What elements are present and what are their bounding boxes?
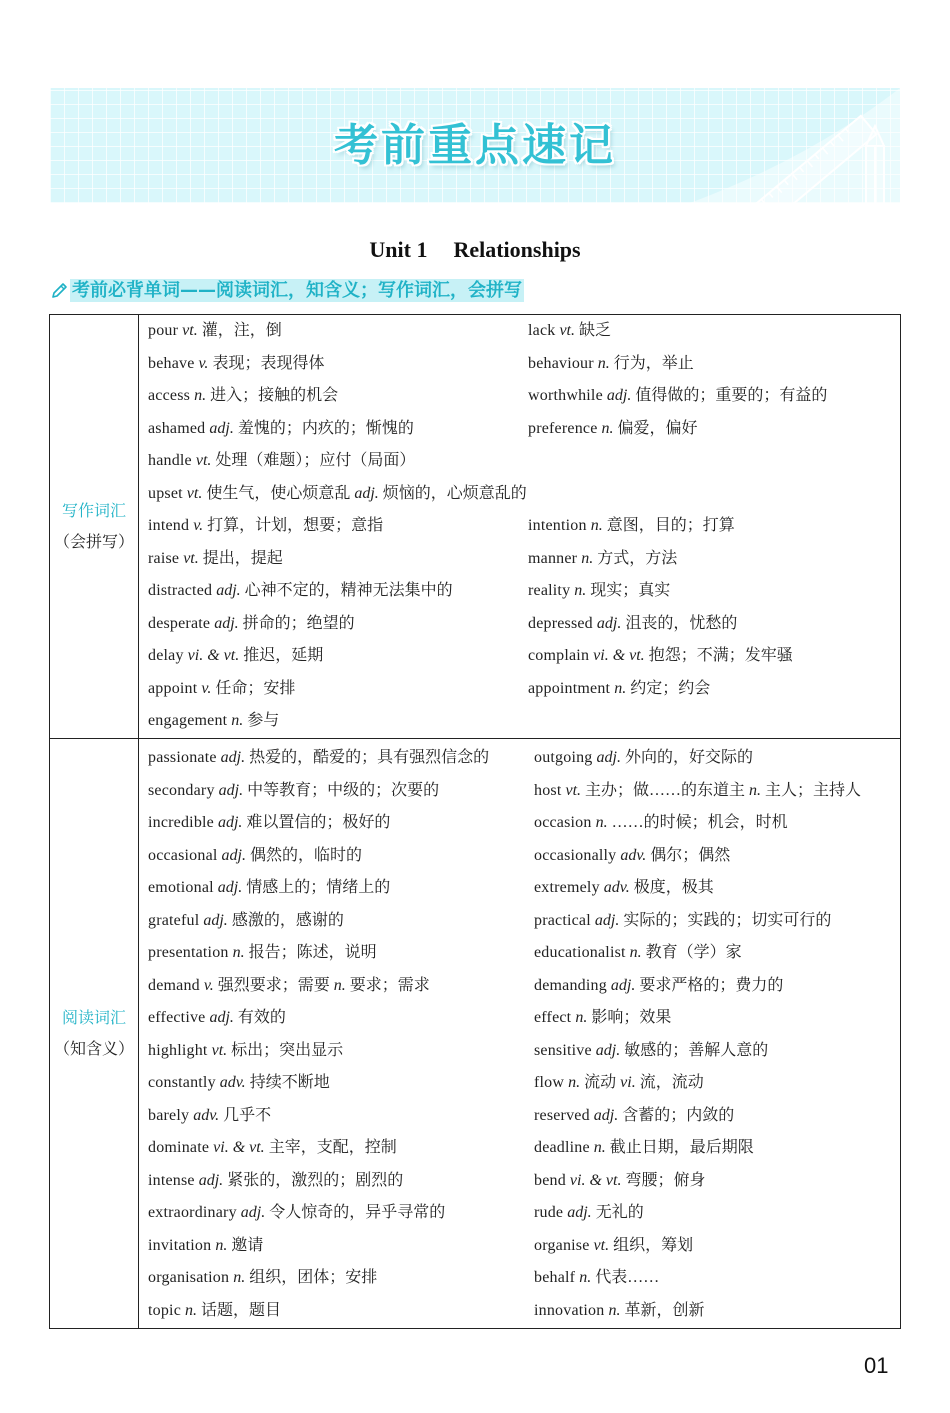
chinese-meaning: 偏爱，偏好: [617, 419, 698, 437]
chinese-meaning: 参与: [247, 712, 280, 729]
part-of-speech: vt.: [195, 452, 212, 469]
part-of-speech: adj.: [214, 614, 239, 632]
vocab-entry: [148, 413, 528, 446]
vocab-word: effect: [534, 1009, 572, 1026]
vocab-row: [148, 840, 900, 873]
vocab-entry: [148, 1100, 534, 1133]
vocab-entry: [534, 872, 714, 905]
chinese-meaning: 热爱的，酷爱的；具有强烈信念的: [249, 749, 490, 766]
vocab-entry: [534, 1100, 734, 1133]
group-label: 写作词汇: [61, 500, 126, 520]
vocab-word: innovation: [534, 1301, 605, 1319]
vocab-entry: [528, 315, 611, 348]
chinese-meaning: 教育（学）家: [645, 944, 742, 961]
vocab-entry: [148, 742, 534, 775]
vocab-row: [148, 543, 900, 576]
vocab-entry: [148, 608, 528, 641]
chinese-meaning: 组织，筹划: [613, 1236, 694, 1254]
chinese-meaning: 难以置信的；极好的: [246, 814, 391, 831]
part-of-speech: n.: [185, 1301, 197, 1319]
vocab-row: [148, 905, 900, 938]
chinese-meaning: 紧张的，激烈的；剧烈的: [227, 1171, 404, 1189]
vocab-group-writing: [50, 315, 900, 738]
vocab-table: [49, 314, 901, 1329]
part-of-speech: v.: [198, 354, 209, 372]
part-of-speech: v.: [193, 517, 204, 534]
vocab-word: handle: [148, 452, 192, 469]
vocab-word: effective: [148, 1009, 206, 1026]
vocab-entry: [534, 1230, 693, 1263]
vocab-row: [148, 970, 900, 1003]
vocab-entry: [528, 413, 698, 446]
chinese-meaning: 感激的，感谢的: [231, 911, 344, 929]
part-of-speech: adj.: [595, 1041, 621, 1059]
chinese-meaning: 羞愧的；内疚的；惭愧的: [237, 419, 414, 437]
vocab-entry: [534, 1295, 704, 1328]
part-of-speech: v.: [203, 976, 214, 994]
vocab-word: preference: [528, 419, 598, 437]
part-of-speech: n.: [595, 814, 608, 831]
vocab-word: demand: [148, 976, 200, 994]
vocab-row: [148, 742, 900, 775]
chinese-meaning: 邀请: [231, 1236, 264, 1254]
vocab-entry: [534, 1132, 754, 1165]
vocab-entry: [534, 1262, 659, 1295]
vocab-row: [148, 1295, 900, 1328]
vocab-entry: [148, 673, 528, 706]
part-of-speech: adj.: [221, 846, 246, 864]
part-of-speech: n.: [590, 517, 603, 534]
part-of-speech: adj.: [593, 1106, 619, 1124]
vocab-row: [148, 1230, 900, 1263]
part-of-speech: n.: [574, 582, 587, 599]
vocab-word: outgoing: [534, 749, 593, 766]
vocab-entry: [148, 315, 528, 348]
vocab-row: [148, 640, 900, 673]
vocab-word: upset: [148, 484, 183, 502]
chinese-meaning: 外向的，好交际的: [624, 749, 753, 766]
pencil-icon: [50, 282, 68, 300]
vocab-word: intense: [148, 1171, 195, 1189]
vocab-entry: [534, 1165, 705, 1198]
chinese-meaning: 打算，计划，想要；意指: [207, 517, 384, 534]
chinese-meaning: ……的时候；机会，时机: [611, 814, 788, 831]
vocab-word: organise: [534, 1236, 590, 1254]
vocab-entry: [148, 872, 534, 905]
chinese-meaning: 敏感的；善解人意的: [624, 1041, 769, 1059]
part-of-speech: adj.: [610, 976, 636, 994]
vocab-word: bend: [534, 1171, 566, 1189]
vocab-entry: [534, 1197, 644, 1230]
vocab-word: rude: [534, 1204, 564, 1221]
part-of-speech: vi. & vt.: [569, 1171, 622, 1189]
vocab-row: [148, 510, 900, 543]
vocab-row: [148, 1262, 900, 1295]
chinese-meaning: 要求严格的；费力的: [639, 976, 784, 994]
chinese-meaning: 中等教育；中级的；次要的: [247, 781, 440, 799]
part-of-speech: adv.: [193, 1106, 220, 1124]
chinese-meaning: 令人惊奇的，异乎寻常的: [269, 1204, 446, 1221]
vocab-entry: [148, 640, 528, 673]
vocab-row: [148, 872, 900, 905]
chinese-meaning: 值得做的；重要的；有益的: [635, 387, 828, 404]
vocab-word: reality: [528, 582, 571, 599]
vocab-word: raise: [148, 549, 180, 567]
vocab-row: [148, 1035, 900, 1068]
vocab-word: organisation: [148, 1269, 230, 1286]
vocab-word: constantly: [148, 1074, 216, 1091]
chinese-meaning: 几乎不: [223, 1106, 272, 1124]
chinese-meaning: 极度，极其: [633, 879, 714, 896]
chinese-meaning: 灌，注，倒: [201, 322, 282, 339]
vocab-word: extraordinary: [148, 1204, 237, 1221]
part-of-speech: adj.: [596, 749, 621, 766]
part-of-speech: n.: [575, 1009, 588, 1026]
vocab-entry: [148, 510, 528, 543]
vocab-entry: [534, 937, 742, 970]
vocab-word: educationalist: [534, 944, 626, 961]
part-of-speech: adj.: [354, 484, 379, 502]
vocab-word: secondary: [148, 781, 215, 799]
chinese-meaning: 含蓄的；内敛的: [622, 1106, 735, 1124]
chinese-meaning: 进入；接触的机会: [210, 387, 339, 404]
part-of-speech: n.: [608, 1301, 621, 1319]
part-of-speech: vt.: [182, 322, 198, 339]
vocab-word: behalf: [534, 1269, 576, 1286]
chinese-meaning: 抱怨；不满；发牢骚: [648, 647, 793, 664]
vocab-entry: [534, 742, 753, 775]
part-of-speech: vi. & vt.: [187, 647, 240, 664]
vocab-word: ashamed: [148, 419, 206, 437]
vocab-word: behave: [148, 354, 195, 372]
vocab-word: deadline: [534, 1139, 590, 1156]
chinese-meaning: 任命；安排: [215, 679, 296, 697]
vocab-entry: [148, 575, 528, 608]
vocab-entry: [534, 775, 861, 808]
vocab-word: distracted: [148, 582, 213, 599]
vocab-entry: [148, 445, 415, 478]
vocab-word: intention: [528, 517, 587, 534]
vocab-word: presentation: [148, 944, 229, 961]
vocab-entry: [148, 478, 527, 511]
chinese-meaning: 要求；需求: [349, 976, 430, 994]
part-of-speech: n.: [333, 976, 346, 994]
vocab-word: delay: [148, 647, 184, 664]
page-title: 考前重点速记: [334, 120, 616, 171]
chinese-meaning: 偶尔；偶然: [650, 846, 731, 864]
part-of-speech: adj.: [606, 387, 632, 404]
group-entries: [139, 739, 900, 1328]
vocab-word: intend: [148, 517, 190, 534]
chinese-meaning: 沮丧的，忧愁的: [625, 614, 738, 632]
vocab-entry: [534, 905, 831, 938]
vocab-entry: [148, 1067, 534, 1100]
vocab-row: [148, 807, 900, 840]
vocab-entry: [534, 807, 788, 840]
group-sublabel: （会拼写）: [53, 533, 134, 551]
vocab-word: topic: [148, 1301, 181, 1319]
vocab-entry: [534, 1067, 704, 1100]
chinese-meaning: 现实；真实: [590, 582, 671, 599]
chinese-meaning: 缺乏: [579, 322, 612, 339]
part-of-speech: n.: [568, 1074, 581, 1091]
part-of-speech: adj.: [594, 911, 620, 929]
chinese-meaning: 推迟，延期: [243, 647, 324, 664]
part-of-speech: vt.: [211, 1041, 228, 1059]
chinese-meaning: 使生气，使心烦意乱: [206, 484, 351, 502]
vocab-row: [148, 1100, 900, 1133]
part-of-speech: vi.: [620, 1074, 636, 1091]
vocab-entry: [148, 1295, 534, 1328]
part-of-speech: v.: [201, 679, 212, 697]
vocab-word: occasion: [534, 814, 592, 831]
chinese-meaning: 主宰，支配，控制: [268, 1139, 397, 1156]
chinese-meaning: 标出；突出显示: [231, 1041, 344, 1059]
vocab-row: [148, 413, 900, 446]
vocab-entry: [528, 380, 827, 413]
part-of-speech: adv.: [219, 1074, 246, 1091]
chinese-meaning: 革新，创新: [624, 1301, 705, 1319]
part-of-speech: vi. & vt.: [213, 1139, 265, 1156]
vocab-word: manner: [528, 549, 578, 567]
unit-number: Unit 1: [369, 237, 428, 262]
vocab-word: occasionally: [534, 846, 617, 864]
vocab-row: [148, 348, 900, 381]
chinese-meaning: 方式，方法: [597, 549, 678, 567]
vocab-word: emotional: [148, 879, 214, 896]
vocab-entry: [528, 510, 735, 543]
vocab-word: highlight: [148, 1041, 208, 1059]
part-of-speech: n.: [231, 712, 244, 729]
vocab-word: pour: [148, 322, 179, 339]
chinese-meaning: 影响；效果: [591, 1009, 672, 1026]
vocab-word: extremely: [534, 879, 600, 896]
chinese-meaning: 提出，提起: [202, 549, 283, 567]
vocab-word: reserved: [534, 1106, 590, 1124]
group-entries: [139, 315, 900, 738]
part-of-speech: adj.: [209, 419, 234, 437]
part-of-speech: adv.: [603, 879, 630, 896]
vocab-entry: [148, 905, 534, 938]
unit-name: Relationships: [453, 237, 581, 262]
vocab-word: incredible: [148, 814, 214, 831]
part-of-speech: adj.: [220, 749, 246, 766]
vocab-word: sensitive: [534, 1041, 592, 1059]
chinese-meaning: 心神不定的，精神无法集中的: [244, 582, 453, 599]
vocab-word: flow: [534, 1074, 565, 1091]
vocab-word: appoint: [148, 679, 198, 697]
vocab-word: access: [148, 387, 191, 404]
vocab-entry: [148, 1262, 534, 1295]
part-of-speech: adj.: [567, 1204, 592, 1221]
part-of-speech: vt.: [565, 781, 582, 799]
part-of-speech: n.: [601, 419, 614, 437]
page-number: 01: [864, 1353, 889, 1378]
vocab-row: [148, 445, 900, 478]
part-of-speech: adj.: [216, 582, 241, 599]
vocab-entry: [148, 1197, 534, 1230]
part-of-speech: n.: [581, 549, 594, 567]
section-heading: 考前必背单词——阅读词汇，知含义；写作词汇，会拼写: [72, 280, 522, 301]
group-label: 阅读词汇: [61, 1007, 126, 1027]
vocab-word: lack: [528, 322, 556, 339]
vocab-entry: [148, 705, 279, 738]
chinese-meaning: 报告；陈述，说明: [248, 944, 377, 961]
chinese-meaning: 持续不断地: [249, 1074, 330, 1091]
vocab-entry: [534, 970, 783, 1003]
vocab-entry: [534, 1002, 671, 1035]
part-of-speech: n.: [215, 1236, 228, 1254]
vocab-word: host: [534, 781, 562, 799]
chinese-meaning: 意图，目的；打算: [606, 517, 735, 534]
title-banner: [50, 88, 900, 203]
vocab-word: complain: [528, 647, 590, 664]
vocab-word: occasional: [148, 846, 218, 864]
chinese-meaning: 偶然的，临时的: [249, 846, 362, 864]
vocab-entry: [534, 840, 730, 873]
part-of-speech: adj.: [218, 781, 244, 799]
vocab-group-reading: [50, 738, 900, 1328]
vocab-word: worthwhile: [528, 387, 603, 404]
part-of-speech: adj.: [198, 1171, 224, 1189]
vocab-row: [148, 1132, 900, 1165]
chinese-meaning: 主人；主持人: [765, 781, 862, 799]
vocab-entry: [148, 937, 534, 970]
part-of-speech: n.: [749, 781, 762, 799]
chinese-meaning: 组织，团体；安排: [249, 1269, 378, 1286]
group-label-cell: [50, 315, 139, 738]
group-label-cell: [50, 739, 139, 1328]
vocab-entry: [148, 970, 534, 1003]
vocab-entry: [534, 1035, 768, 1068]
vocab-entry: [148, 1132, 534, 1165]
chinese-meaning: 话题，题目: [201, 1301, 282, 1319]
vocab-row: [148, 608, 900, 641]
vocab-entry: [148, 1035, 534, 1068]
vocab-entry: [148, 807, 534, 840]
vocab-word: invitation: [148, 1236, 212, 1254]
part-of-speech: n.: [593, 1139, 606, 1156]
part-of-speech: n.: [614, 679, 627, 697]
vocab-word: dominate: [148, 1139, 210, 1156]
part-of-speech: vt.: [183, 549, 199, 567]
vocab-row: [148, 775, 900, 808]
part-of-speech: n.: [194, 387, 207, 404]
vocab-entry: [148, 775, 534, 808]
part-of-speech: adj.: [217, 814, 243, 831]
vocab-entry: [528, 640, 793, 673]
chinese-meaning: 有效的: [237, 1009, 286, 1026]
chinese-meaning: 代表……: [595, 1269, 660, 1286]
group-sublabel: （知含义）: [53, 1040, 134, 1058]
chinese-meaning: 拼命的；绝望的: [242, 614, 355, 632]
vocab-word: desperate: [148, 614, 211, 632]
vocab-row: [148, 705, 900, 738]
chinese-meaning: 流，流动: [639, 1074, 704, 1091]
vocab-word: appointment: [528, 679, 611, 697]
vocab-entry: [148, 348, 528, 381]
chinese-meaning: 处理（难题）；应付（局面）: [215, 452, 416, 469]
vocab-entry: [528, 543, 677, 576]
vocab-word: barely: [148, 1106, 190, 1124]
vocab-row: [148, 1197, 900, 1230]
vocab-row: [148, 315, 900, 348]
part-of-speech: adj.: [217, 879, 243, 896]
part-of-speech: n.: [597, 354, 610, 372]
vocab-word: practical: [534, 911, 591, 929]
chinese-meaning: 无礼的: [595, 1204, 644, 1221]
part-of-speech: adj.: [209, 1009, 234, 1026]
vocab-entry: [148, 840, 534, 873]
part-of-speech: n.: [579, 1269, 592, 1286]
vocab-row: [148, 575, 900, 608]
vocab-entry: [148, 543, 528, 576]
chinese-meaning: 烦恼的，心烦意乱的: [382, 484, 527, 502]
chinese-meaning: 情感上的；情绪上的: [246, 879, 391, 896]
vocab-word: passionate: [148, 749, 217, 766]
vocab-row: [148, 380, 900, 413]
chinese-meaning: 主办；做……的东道主: [585, 781, 746, 799]
part-of-speech: vt.: [559, 322, 575, 339]
part-of-speech: adv.: [620, 846, 647, 864]
vocab-word: behaviour: [528, 354, 594, 372]
chinese-meaning: 实际的；实践的；切实可行的: [623, 911, 832, 929]
vocab-entry: [148, 1230, 534, 1263]
vocab-word: demanding: [534, 976, 607, 994]
vocab-entry: [528, 348, 694, 381]
part-of-speech: adj.: [240, 1204, 266, 1221]
part-of-speech: adj.: [596, 614, 622, 632]
part-of-speech: vt.: [186, 484, 203, 502]
vocab-word: engagement: [148, 712, 228, 729]
chinese-meaning: 截止日期，最后期限: [609, 1139, 754, 1156]
vocab-row: [148, 1165, 900, 1198]
vocab-row: [148, 1067, 900, 1100]
chinese-meaning: 行为，举止: [613, 354, 694, 372]
vocab-row: [148, 1002, 900, 1035]
chinese-meaning: 弯腰；俯身: [625, 1171, 706, 1189]
vocab-entry: [528, 673, 710, 706]
vocab-entry: [148, 1165, 534, 1198]
part-of-speech: vt.: [593, 1236, 610, 1254]
chinese-meaning: 强烈要求；需要: [217, 976, 330, 994]
chinese-meaning: 表现；表现得体: [212, 354, 325, 372]
part-of-speech: n.: [233, 1269, 246, 1286]
chinese-meaning: 流动: [584, 1074, 617, 1091]
vocab-entry: [148, 1002, 534, 1035]
vocab-row: [148, 937, 900, 970]
vocab-row: [148, 673, 900, 706]
part-of-speech: n.: [629, 944, 642, 961]
vocab-word: depressed: [528, 614, 593, 632]
vocab-word: grateful: [148, 911, 200, 929]
part-of-speech: n.: [232, 944, 245, 961]
part-of-speech: adj.: [203, 911, 228, 929]
part-of-speech: vi. & vt.: [593, 647, 645, 664]
unit-heading: [0, 235, 950, 265]
vocab-entry: [148, 380, 528, 413]
vocab-entry: [528, 575, 670, 608]
vocab-row: [148, 478, 900, 511]
vocab-entry: [528, 608, 737, 641]
chinese-meaning: 约定；约会: [630, 679, 711, 697]
